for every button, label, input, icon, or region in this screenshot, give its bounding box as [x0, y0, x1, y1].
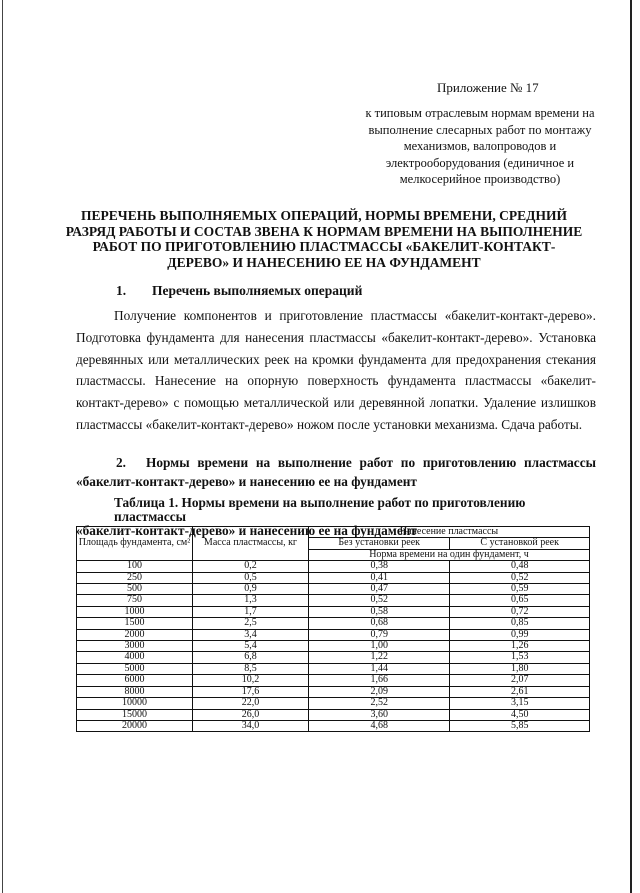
cell-without-rails: 0,68 [308, 618, 449, 629]
section-2-title: Нормы времени на выполнение работ по приготовлению пластмассы «бакелит-контакт-дерево» и нанесению ее на фундамент [76, 455, 596, 489]
cell-with-rails: 2,61 [450, 686, 590, 697]
header-apply: Нанесение пластмассы [308, 527, 589, 538]
section-1-title: Перечень выполняемых операций [152, 283, 363, 298]
header-mass: Масса пластмассы, кг [193, 527, 309, 561]
table-row [77, 709, 590, 720]
table-row [77, 572, 590, 583]
cell-area: 250 [77, 572, 193, 583]
cell-mass: 6,8 [193, 652, 309, 663]
cell-with-rails: 0,65 [450, 595, 590, 606]
cell-mass: 1,3 [193, 595, 309, 606]
cell-without-rails: 1,66 [308, 675, 449, 686]
table-row [77, 561, 590, 572]
header-area: Площадь фундамента, см² [77, 527, 193, 561]
cell-area: 100 [77, 561, 193, 572]
table-caption-line2: «бакелит-контакт-дерево» и нанесению ее на фундамент [76, 523, 417, 538]
cell-area: 750 [77, 595, 193, 606]
table-row [77, 618, 590, 629]
norms-table [76, 526, 590, 732]
cell-without-rails: 1,22 [308, 652, 449, 663]
table-row [77, 698, 590, 709]
table-row [77, 629, 590, 640]
cell-mass: 0,2 [193, 561, 309, 572]
cell-area: 15000 [77, 709, 193, 720]
table-row [77, 675, 590, 686]
cell-with-rails: 1,53 [450, 652, 590, 663]
cell-area: 2000 [77, 629, 193, 640]
cell-area: 6000 [77, 675, 193, 686]
table-row [77, 584, 590, 595]
cell-area: 8000 [77, 686, 193, 697]
section-1-number: 1. [116, 283, 127, 298]
header-without-rails: Без установки реек [308, 538, 449, 549]
cell-mass: 10,2 [193, 675, 309, 686]
header-norm: Норма времени на один фундамент, ч [308, 549, 589, 560]
table-row [77, 641, 590, 652]
annex-subtitle: к типовым отраслевым нормам времени на выполнение слесарных работ по монтажу механизмов, валопроводов и электрооборудования (единичное и мелкосерийное производство) [365, 106, 595, 187]
cell-without-rails: 0,79 [308, 629, 449, 640]
cell-area: 5000 [77, 663, 193, 674]
cell-mass: 34,0 [193, 720, 309, 731]
cell-mass: 2,5 [193, 618, 309, 629]
cell-without-rails: 1,00 [308, 641, 449, 652]
cell-without-rails: 2,09 [308, 686, 449, 697]
cell-without-rails: 0,52 [308, 595, 449, 606]
cell-mass: 5,4 [193, 641, 309, 652]
cell-with-rails: 0,85 [450, 618, 590, 629]
cell-area: 4000 [77, 652, 193, 663]
cell-with-rails: 0,48 [450, 561, 590, 572]
document-title: ПЕРЕЧЕНЬ ВЫПОЛНЯЕМЫХ ОПЕРАЦИЙ, НОРМЫ ВРЕМЕНИ, СРЕДНИЙ РАЗРЯД РАБОТЫ И СОСТАВ ЗВЕНА К НОРМАМ ВРЕМЕНИ НА ВЫПОЛНЕНИЕ РАБОТ ПО ПРИГОТОВЛЕНИЮ ПЛАСТМАССЫ «БАКЕЛИТ-КОНТАКТ-ДЕРЕВО» И НАНЕСЕНИЮ ЕЕ НА ФУНДАМЕНТ [65, 208, 583, 270]
cell-area: 1000 [77, 606, 193, 617]
cell-without-rails: 0,47 [308, 584, 449, 595]
cell-with-rails: 0,59 [450, 584, 590, 595]
cell-without-rails: 0,58 [308, 606, 449, 617]
table-row [77, 663, 590, 674]
cell-area: 20000 [77, 720, 193, 731]
cell-with-rails: 1,26 [450, 641, 590, 652]
section-1-text: Получение компонентов и приготовление пластмассы «бакелит-контакт-дерево». Подготовка фундамента для нанесения пластмассы «бакелит-контакт-дерево». Установка деревянных или металлических реек на кромки фундамента для предохранения стекания пластмассы. Нанесение на опорную поверхность фундамента пластмассы «бакелит-контакт-дерево» с помощью металлической или деревянной лопатки. Удаление излишков пластмассы «бакелит-контакт-дерево» ножом после установки механизма. Сдача работы. [76, 308, 596, 432]
cell-area: 500 [77, 584, 193, 595]
cell-area: 1500 [77, 618, 193, 629]
cell-with-rails: 2,07 [450, 675, 590, 686]
cell-with-rails: 3,15 [450, 698, 590, 709]
cell-without-rails: 2,52 [308, 698, 449, 709]
cell-with-rails: 1,80 [450, 663, 590, 674]
cell-without-rails: 3,60 [308, 709, 449, 720]
cell-mass: 0,9 [193, 584, 309, 595]
cell-mass: 26,0 [193, 709, 309, 720]
header-with-rails: С установкой реек [450, 538, 590, 549]
cell-mass: 1,7 [193, 606, 309, 617]
table-row [77, 652, 590, 663]
scan-edge-right [630, 0, 632, 893]
cell-mass: 0,5 [193, 572, 309, 583]
cell-with-rails: 4,50 [450, 709, 590, 720]
table-row [77, 606, 590, 617]
cell-mass: 22,0 [193, 698, 309, 709]
table-row [77, 595, 590, 606]
section-2-heading [76, 453, 596, 491]
cell-with-rails: 5,85 [450, 720, 590, 731]
cell-mass: 3,4 [193, 629, 309, 640]
cell-without-rails: 0,38 [308, 561, 449, 572]
cell-area: 3000 [77, 641, 193, 652]
scan-edge-left [2, 0, 3, 893]
table-row [77, 686, 590, 697]
cell-without-rails: 0,41 [308, 572, 449, 583]
cell-mass: 17,6 [193, 686, 309, 697]
cell-without-rails: 1,44 [308, 663, 449, 674]
section-1-heading [116, 283, 362, 299]
cell-with-rails: 0,99 [450, 629, 590, 640]
annex-title: Приложение № 17 [437, 80, 539, 95]
cell-mass: 8,5 [193, 663, 309, 674]
norms-table-body [77, 561, 590, 732]
cell-area: 10000 [77, 698, 193, 709]
section-2-number: 2. [116, 455, 126, 470]
cell-with-rails: 0,72 [450, 606, 590, 617]
table-row [77, 720, 590, 731]
table-caption-line1: Таблица 1. Нормы времени на выполнение работ по приготовлению пластмассы [114, 495, 526, 524]
cell-with-rails: 0,52 [450, 572, 590, 583]
cell-without-rails: 4,68 [308, 720, 449, 731]
